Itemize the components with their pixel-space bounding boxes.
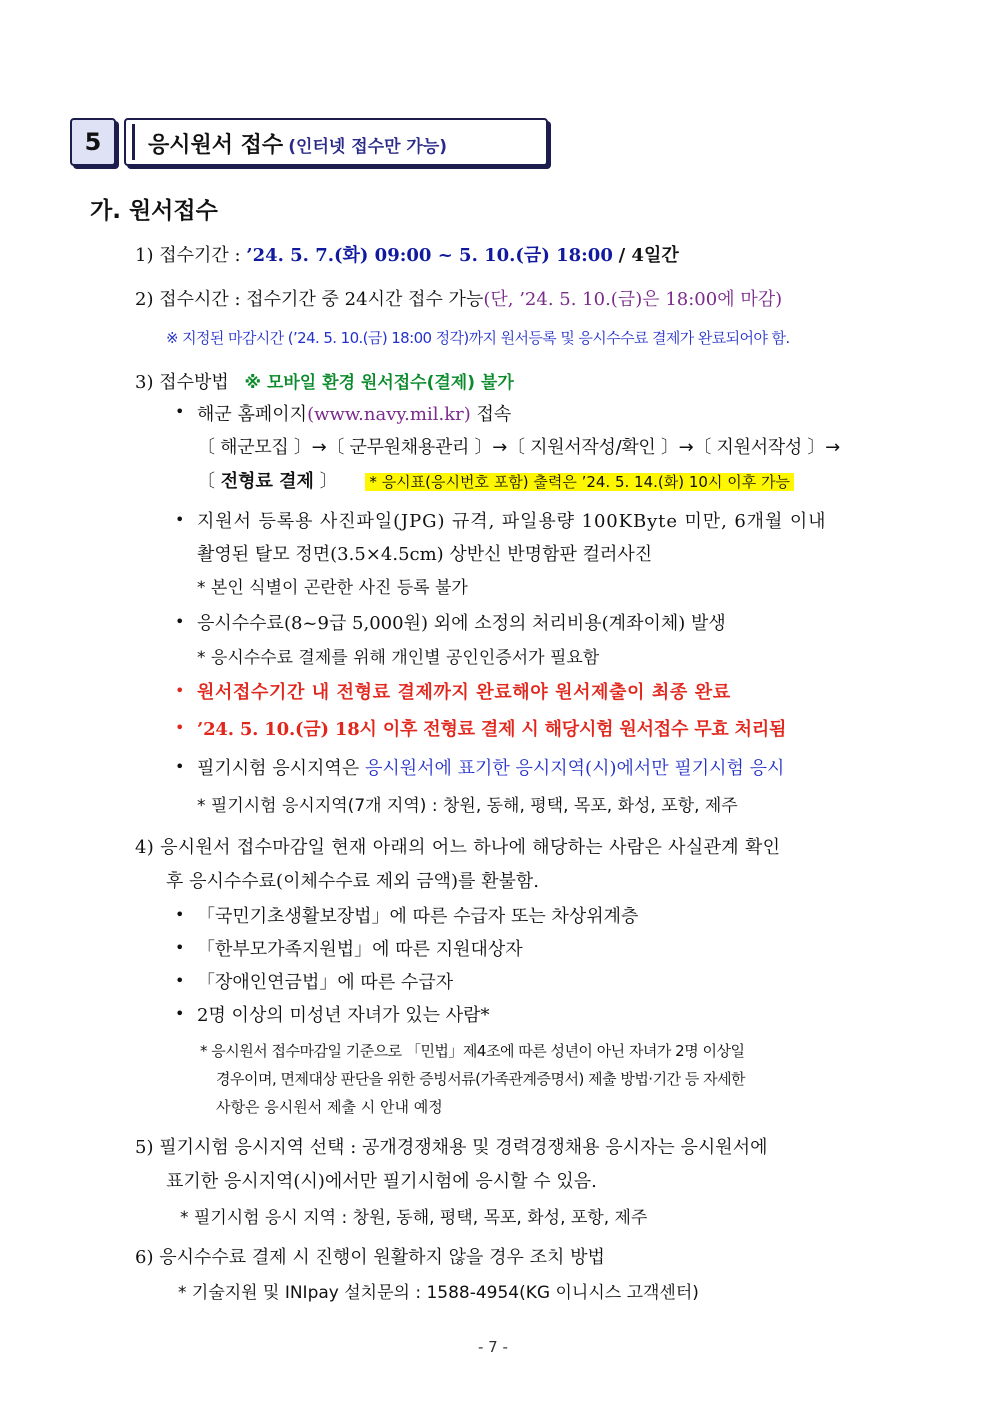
item3-bullet1 — [197, 400, 511, 426]
bullet-dot: • — [175, 938, 185, 957]
section-number: 5 — [84, 128, 102, 156]
bullet-dot: • — [175, 1004, 185, 1023]
deadline-warning: ’24. 5. 10.(금) 18시 이후 전형료 결제 시 해당시험 원서접수 무효 처리됨 — [197, 719, 787, 740]
item1-period: ’24. 5. 7.(화) 09:00 ~ 5. 10.(금) 18:00 — [246, 245, 613, 266]
apply-path-last: 전형료 결제 — [220, 471, 314, 492]
item4-num: 4) — [135, 837, 155, 858]
bullet-dot: • — [175, 718, 185, 737]
item3-num: 3) — [135, 372, 154, 393]
homepage-prefix: 해군 홈페이지 — [197, 404, 308, 425]
item5-note: * 필기시험 응시 지역 : 창원, 동해, 평택, 목포, 화성, 포항, 제주 — [180, 1208, 648, 1228]
section-number-box — [70, 118, 116, 166]
fee-line: 응시수수료(8~9급 5,000원) 외에 소정의 처리비용(계좌이체) 발생 — [197, 613, 726, 634]
item1-days: / 4일간 — [618, 245, 679, 266]
item4-text: 응시원서 접수마감일 현재 아래의 어느 하나에 해당하는 사람은 사실관계 확인 — [160, 837, 781, 858]
item1-label: 접수기간 : — [159, 245, 241, 266]
item5-num: 5) — [135, 1137, 154, 1158]
item3 — [135, 368, 514, 394]
refund-note-line3: 사항은 응시원서 제출 시 안내 예정 — [216, 1098, 443, 1116]
apply-path-line2 — [197, 467, 794, 493]
section-title-sub: (인터넷 접수만 가능) — [288, 137, 448, 157]
item4-line2: 후 응시수수료(이체수수료 제외 금액)를 환불함. — [166, 871, 540, 892]
subheading: 가. 원서접수 — [90, 198, 218, 224]
item2-warning: ※ 지정된 마감시간 (’24. 5. 10.(금) 18:00 정각)까지 원서등록 및 응시수수료 결제가 완료되어야 함. — [166, 329, 790, 347]
item5-text: 필기시험 응시지역 선택 : 공개경쟁채용 및 경력경쟁채용 응시자는 응시원서에 — [159, 1137, 768, 1158]
item3-label: 접수방법 — [159, 372, 229, 393]
exam-region-prefix: 필기시험 응시지역은 — [197, 758, 360, 779]
bullet-dot: • — [175, 612, 185, 631]
item2 — [135, 285, 782, 311]
bullet-dot: • — [175, 681, 185, 700]
apply-path-close: 〕 — [313, 471, 338, 492]
bullet-dot: • — [175, 402, 185, 421]
section-title-main: 응시원서 접수 — [148, 133, 284, 158]
item3-mobile-warning: ※ 모바일 환경 원서접수(결제) 불가 — [244, 373, 514, 393]
bullet-dot: • — [175, 905, 185, 924]
bullet-dot: • — [175, 971, 185, 990]
exam-region-note: * 필기시험 응시지역(7개 지역) : 창원, 동해, 평택, 목포, 화성, 포항, 제주 — [197, 796, 738, 816]
bullet-dot: • — [175, 757, 185, 776]
refund-target-1: 「국민기초생활보장법」에 따른 수급자 또는 차상위계층 — [197, 906, 639, 927]
title-box-divider — [132, 124, 135, 160]
item5-line1 — [135, 1133, 767, 1159]
photo-spec-line2: 촬영된 탈모 정면(3.5×4.5cm) 상반신 반명함판 컬러사진 — [197, 544, 653, 565]
apply-path-line1: 〔 해군모집 〕→〔 군무원채용관리 〕→〔 지원서작성/확인 〕→〔 지원서작성 〕→ — [197, 437, 840, 458]
refund-note-line1: * 응시원서 접수마감일 기준으로 「민법」제4조에 따른 성년이 아닌 자녀가 2명 이상일 — [200, 1042, 745, 1060]
fee-note: * 응시수수료 결제를 위해 개인별 공인인증서가 필요함 — [197, 648, 600, 668]
exam-region-blue: 응시원서에 표기한 응시지역(시)에서만 필기시험 응시 — [364, 758, 785, 779]
refund-target-4: 2명 이상의 미성년 자녀가 있는 사람* — [197, 1005, 490, 1026]
item6-line1 — [135, 1243, 605, 1269]
homepage-suffix: 접속 — [476, 404, 512, 425]
page-number: - 7 - — [478, 1338, 508, 1356]
section-title — [148, 128, 447, 159]
refund-note-line2: 경우이며, 면제대상 판단을 위한 증빙서류(가족관계증명서) 제출 방법‧기간 등 자세한 — [216, 1070, 746, 1088]
photo-note: * 본인 식별이 곤란한 사진 등록 불가 — [197, 578, 468, 598]
item1-num: 1) — [135, 245, 154, 266]
print-note: * 응시표(응시번호 포함) 출력은 ’24. 5. 14.(화) 10시 이후 가능 — [365, 473, 794, 491]
completion-warning: 원서접수기간 내 전형료 결제까지 완료해야 원서제출이 최종 완료 — [197, 682, 731, 703]
item1 — [135, 241, 679, 267]
refund-target-3: 「장애인연금법」에 따른 수급자 — [197, 972, 454, 993]
item2-note: (단, ’24. 5. 10.(금)은 18:00에 마감) — [483, 289, 783, 310]
photo-spec-line1: 지원서 등록용 사진파일(JPG) 규격, 파일용량 100KByte 미만, 6개월 이내 — [197, 511, 827, 532]
item6-num: 6) — [135, 1247, 154, 1268]
homepage-url: (www.navy.mil.kr) — [307, 404, 471, 425]
item4-line1 — [135, 833, 780, 859]
item6-text: 응시수수료 결제 시 진행이 원활하지 않을 경우 조치 방법 — [159, 1247, 605, 1268]
item5-line2: 표기한 응시지역(시)에서만 필기시험에 응시할 수 있음. — [166, 1171, 597, 1192]
item6-note: * 기술지원 및 INIpay 설치문의 : 1588-4954(KG 이니시스 고객센터) — [178, 1283, 699, 1303]
item2-label: 접수시간 : 접수기간 중 24시간 접수 가능 — [159, 289, 484, 310]
bullet-dot: • — [175, 510, 185, 529]
refund-target-2: 「한부모가족지원법」에 따른 지원대상자 — [197, 939, 523, 960]
item2-num: 2) — [135, 289, 154, 310]
exam-region-line — [197, 754, 784, 780]
apply-path-open: 〔 — [197, 471, 221, 492]
section-title-box — [124, 118, 548, 166]
